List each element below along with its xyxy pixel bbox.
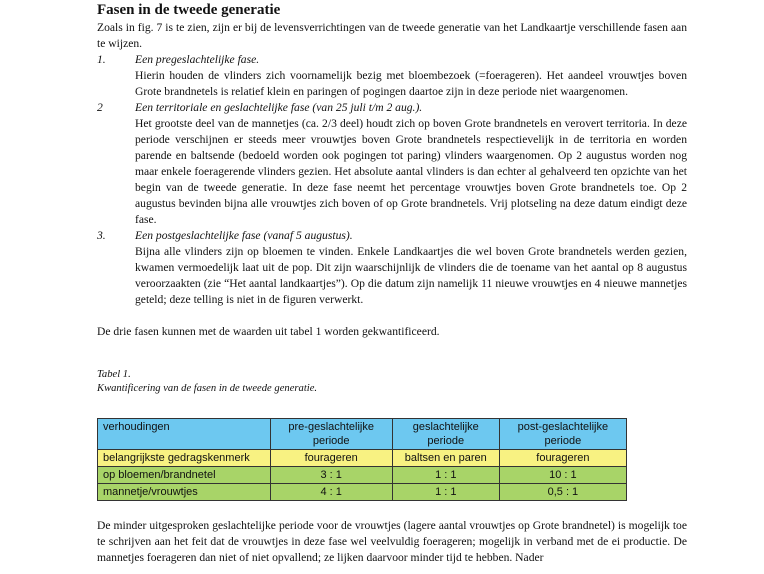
phase-text: Hierin houden de vlinders zich voornamelijk bezig met bloembezoek (=foerageren). Het aandeel vrouwtjes boven Grote brandnetels is relatief klein en paringen of pogingen daartoe zijn in deze periode niet waargenomen. <box>135 69 687 98</box>
table-cell: 3 : 1 <box>270 467 392 484</box>
table-cell: belangrijkste gedragskenmerk <box>98 450 271 467</box>
phase-number: 3. <box>97 229 106 242</box>
phase-item <box>97 100 687 228</box>
intro-paragraph: Zoals in fig. 7 is te zien, zijn er bij de levensverrichtingen van de tweede generatie van het Landkaartje verschillende fasen aan te wijzen. <box>97 21 687 50</box>
table-header-row <box>98 419 627 450</box>
table-cell: fourageren <box>499 450 626 467</box>
phase-number: 2 <box>97 101 103 114</box>
summary-paragraph: De drie fasen kunnen met de waarden uit tabel 1 worden gekwantificeerd. <box>97 325 440 338</box>
table-row <box>98 467 627 484</box>
table-header-cell: pre-geslachtelijke periode <box>270 419 392 450</box>
phase-item <box>97 52 687 100</box>
phase-item <box>97 228 687 308</box>
table-cell: 4 : 1 <box>270 484 392 501</box>
quantification-table <box>97 418 627 501</box>
table-caption-number: Tabel 1. <box>97 369 131 380</box>
table-cell: 1 : 1 <box>392 484 499 501</box>
closing-block <box>97 518 687 566</box>
phase-text: Bijna alle vlinders zijn op bloemen te vinden. Enkele Landkaartjes die wel boven Grote brandnetels werden gezien, kwamen vermoedelijk laat uit de pop. Dit zijn waarschijnlijk de vlinders die de toename van het aantal op 8 augustus veroorzaakten (zie “Het aantal landkaartjes”). Op die datum zijn namelijk 11 nieuwe vrouwtjes en 4 nieuwe mannetjes geteld; deze telling is niet in de figuren verwerkt. <box>135 245 687 306</box>
phase-heading: Een pregeslachtelijke fase. <box>135 53 260 66</box>
table-cell: fourageren <box>270 450 392 467</box>
table-header-cell: geslachtelijke periode <box>392 419 499 450</box>
table-cell: mannetje/vrouwtjes <box>98 484 271 501</box>
table-row <box>98 484 627 501</box>
phase-heading: Een territoriale en geslachtelijke fase (van 25 juli t/m 2 aug.). <box>135 101 423 114</box>
table-cell: 0,5 : 1 <box>499 484 626 501</box>
closing-paragraph: De minder uitgesproken geslachtelijke periode voor de vrouwtjes (lagere aantal vrouwtjes op Grote brandnetel) is mogelijk toe te schrijven aan het feit dat de vrouwtjes in deze fase wel veelvuldig foerageren; mogelijk in verband met de ei productie. De mannetjes foerageren dan niet of niet opvallend; ze lijken daarvoor minder tijd te hebben. Nader <box>97 519 687 564</box>
table-row <box>98 450 627 467</box>
phase-heading: Een postgeslachtelijke fase (vanaf 5 augustus). <box>135 229 353 242</box>
section-title: Fasen in de tweede generatie <box>97 2 281 18</box>
phase-text: Het grootste deel van de mannetjes (ca. 2/3 deel) houdt zich op boven Grote brandnetels en verovert territoria. In deze periode verschijnen er steeds meer vrouwtjes boven Grote brandnetels respectievelijk in de territoria en worden parende en baltsende (bedoeld worden ook pogingen tot paring) vlinders waargenomen. Op 2 augustus worden nog maar enkele foeragerende vlinders gezien. Het absolute aantal vlinders is dan echter al gehalveerd ten opzichte van het begin van de tweede generatie. In deze fase neemt het percentage vrouwtjes boven Grote brandnetels toe. Op 2 augustus bevinden bijna alle vrouwtjes zich boven of op Grote brandnetels. Vrij plotseling na deze datum eindigt deze fase. <box>135 117 687 226</box>
phase-number: 1. <box>97 53 106 66</box>
table-cell: op bloemen/brandnetel <box>98 467 271 484</box>
document-page <box>97 0 687 501</box>
table-cell: 10 : 1 <box>499 467 626 484</box>
table-cell: 1 : 1 <box>392 467 499 484</box>
table-header-cell: post-geslachtelijke periode <box>499 419 626 450</box>
table-caption-title: Kwantificering van de fasen in de tweede generatie. <box>97 383 318 394</box>
table-cell: baltsen en paren <box>392 450 499 467</box>
table-header-cell: verhoudingen <box>98 419 271 450</box>
